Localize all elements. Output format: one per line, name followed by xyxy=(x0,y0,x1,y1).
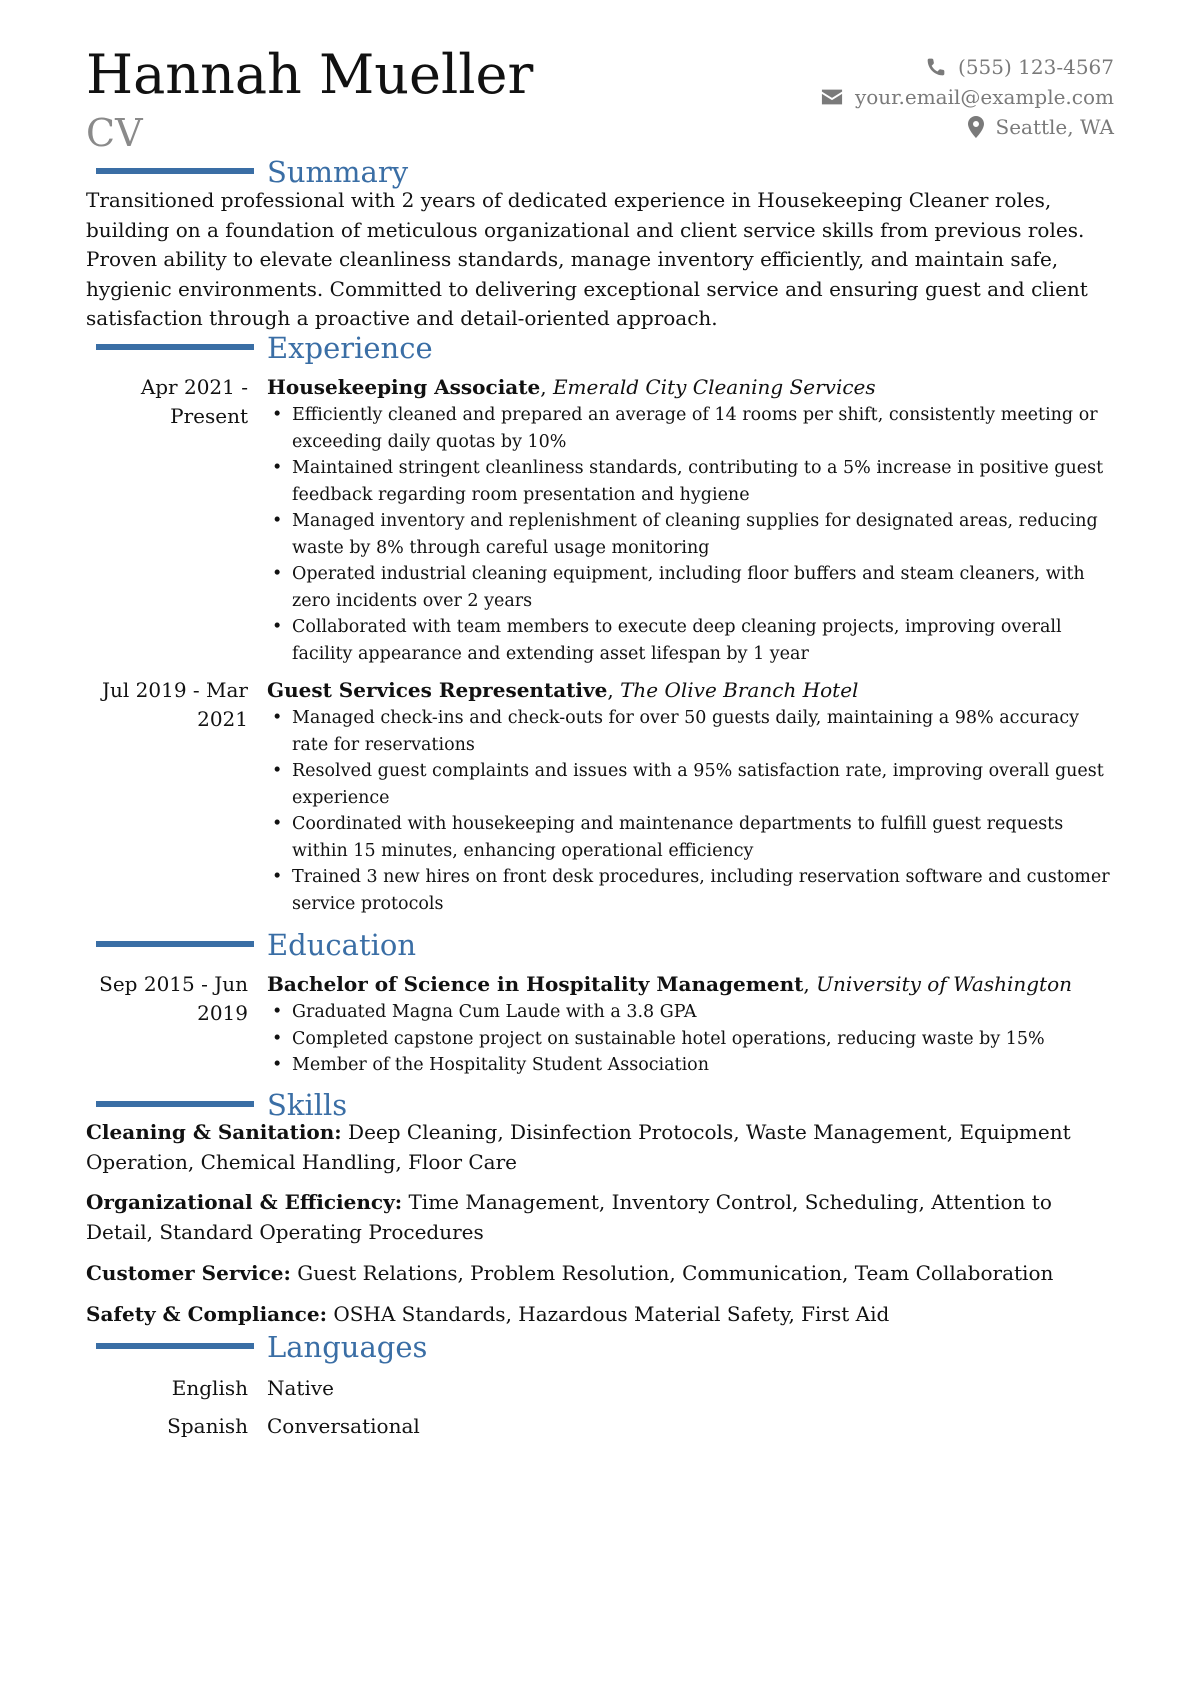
job-title: Housekeeping Associate xyxy=(267,375,541,399)
envelope-icon xyxy=(821,88,843,106)
language-name: English xyxy=(171,1376,248,1400)
entry-body xyxy=(267,676,1116,917)
language-row xyxy=(86,1412,686,1442)
phone-icon xyxy=(926,57,946,77)
skill-category: Customer Service: xyxy=(86,1261,291,1285)
skill-group xyxy=(86,1300,1116,1330)
list-item: • Managed inventory and replenishment of cleaning supplies for designated areas, reducing waste by 8% through careful usage monitoring xyxy=(267,508,1116,561)
job-title: Guest Services Representative xyxy=(267,678,608,702)
entry-body xyxy=(267,970,1116,1079)
summary-text: Transitioned professional with 2 years of dedicated experience in Housekeeping Cleaner roles, building on a foundation of meticulous organizational and client service skills from previous roles. Proven ability to elevate cleanliness standards, manage inventory efficiently, and maintain safe, hygienic environments. Committed to delivering exceptional service and ensuring guest and client satisfaction through a proactive and detail-oriented approach. xyxy=(86,188,1088,331)
section-skills-heading xyxy=(86,1088,1106,1122)
list-item: • Trained 3 new hires on front desk procedures, including reservation software and customer service protocols xyxy=(267,864,1116,917)
list-item: • Collaborated with team members to execute deep cleaning projects, improving overall facility appearance and extending asset lifespan by 1 year xyxy=(267,614,1116,667)
section-languages-heading xyxy=(86,1330,1106,1364)
section-accent-bar xyxy=(96,941,254,947)
employer: Emerald City Cleaning Services xyxy=(552,375,876,399)
section-accent-bar xyxy=(96,344,254,350)
language-level: Native xyxy=(267,1376,334,1400)
language-row xyxy=(86,1374,686,1404)
contact-block xyxy=(821,52,1114,142)
degree-title: Bachelor of Science in Hospitality Management xyxy=(267,972,804,996)
skill-category: Cleaning & Sanitation: xyxy=(86,1120,342,1144)
entry-date: Apr 2021 - Present xyxy=(140,375,248,428)
entry-title-line: Bachelor of Science in Hospitality Management, University of Washington xyxy=(267,972,1073,996)
skill-items: Guest Relations, Problem Resolution, Communication, Team Collaboration xyxy=(297,1261,1054,1285)
section-title: Education xyxy=(267,928,417,962)
location-text: Seattle, WA xyxy=(995,115,1114,139)
section-accent-bar xyxy=(96,1101,254,1107)
email-address[interactable]: your.email@example.com xyxy=(854,85,1114,109)
entry-body xyxy=(267,373,1116,667)
section-experience-heading xyxy=(86,331,1106,365)
skill-items: OSHA Standards, Hazardous Material Safety, First Aid xyxy=(333,1302,890,1326)
list-item: • Managed check-ins and check-outs for over 50 guests daily, maintaining a 98% accuracy rate for reservations xyxy=(267,705,1116,758)
section-title: Summary xyxy=(267,155,409,189)
section-summary-heading xyxy=(86,155,1106,189)
entry-date: Sep 2015 - Jun 2019 xyxy=(99,972,248,1025)
institution: University of Washington xyxy=(816,972,1073,996)
list-item: • Graduated Magna Cum Laude with a 3.8 GPA xyxy=(267,999,1116,1026)
entry-title-line: Housekeeping Associate, Emerald City Cleaning Services xyxy=(267,375,876,399)
language-name: Spanish xyxy=(167,1414,248,1438)
list-item: • Coordinated with housekeeping and maintenance departments to fulfill guest requests within 15 minutes, enhancing operational efficiency xyxy=(267,811,1116,864)
section-accent-bar xyxy=(96,168,254,174)
list-item: • Operated industrial cleaning equipment, including floor buffers and steam cleaners, with zero incidents over 2 years xyxy=(267,561,1116,614)
skill-category: Safety & Compliance: xyxy=(86,1302,327,1326)
list-item: • Member of the Hospitality Student Association xyxy=(267,1052,1116,1079)
language-level: Conversational xyxy=(267,1414,420,1438)
section-title: Experience xyxy=(267,331,433,365)
skill-items: Deep Cleaning, Disinfection Protocols, Waste Management, Equipment Operation, Chemical Handling, Floor Care xyxy=(86,1120,1071,1174)
skill-group xyxy=(86,1188,1116,1247)
contact-email xyxy=(821,82,1114,112)
bullet-list xyxy=(267,705,1116,917)
list-item: • Completed capstone project on sustainable hotel operations, reducing waste by 15% xyxy=(267,1026,1116,1053)
list-item: • Efficiently cleaned and prepared an average of 14 rooms per shift, consistently meeting or exceeding daily quotas by 10% xyxy=(267,402,1116,455)
skill-group xyxy=(86,1118,1116,1177)
skill-items: Time Management, Inventory Control, Scheduling, Attention to Detail, Standard Operating Procedures xyxy=(86,1190,1052,1244)
list-item: • Maintained stringent cleanliness standards, contributing to a 5% increase in positive guest feedback regarding room presentation and hygiene xyxy=(267,455,1116,508)
entry-date: Jul 2019 - Mar 2021 xyxy=(102,678,248,731)
section-title: Skills xyxy=(267,1088,348,1122)
section-title: Languages xyxy=(267,1330,428,1364)
section-accent-bar xyxy=(96,1343,254,1349)
entry-title-line: Guest Services Representative, The Olive Branch Hotel xyxy=(267,678,859,702)
section-education-heading xyxy=(86,928,1106,962)
contact-location xyxy=(821,112,1114,142)
employer: The Olive Branch Hotel xyxy=(620,678,859,702)
contact-phone xyxy=(821,52,1114,82)
candidate-name: Hannah Mueller xyxy=(86,43,534,106)
skill-category: Organizational & Efficiency: xyxy=(86,1190,403,1214)
list-item: • Resolved guest complaints and issues with a 95% satisfaction rate, improving overall guest experience xyxy=(267,758,1116,811)
phone-number: (555) 123-4567 xyxy=(958,55,1114,79)
skill-group xyxy=(86,1259,1116,1289)
bullet-list xyxy=(267,999,1116,1079)
map-marker-icon xyxy=(968,116,984,138)
document-subtitle: CV xyxy=(86,111,143,155)
bullet-list xyxy=(267,402,1116,667)
